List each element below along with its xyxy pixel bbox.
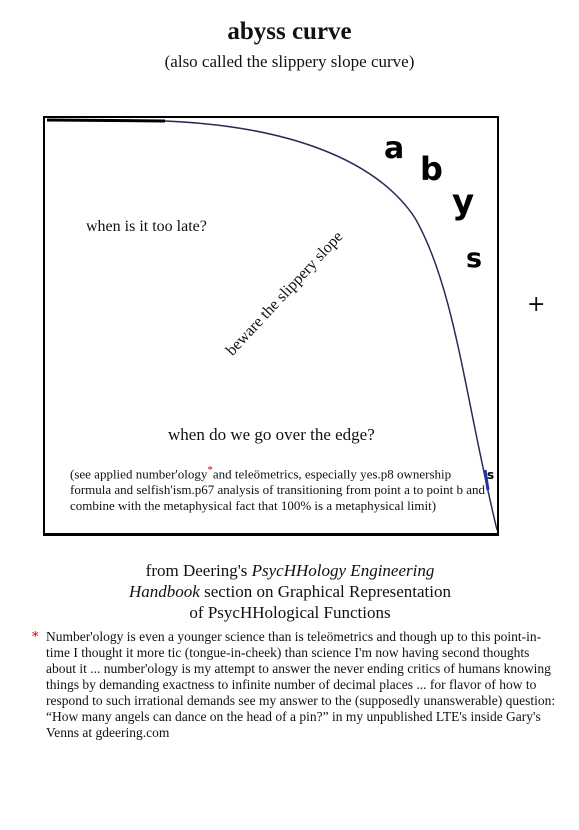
question-over-edge: when do we go over the edge?: [168, 425, 375, 444]
curve-top-thick: [47, 120, 165, 121]
abyss-letter-s: s: [466, 243, 483, 274]
footnote-asterisk: *: [32, 630, 39, 645]
slippery-slope-label: beware the slippery slope: [222, 228, 347, 360]
page-subtitle: (also called the slippery slope curve): [164, 52, 415, 71]
plus-mark: +: [527, 292, 546, 317]
reference-note: [70, 462, 490, 514]
note-text-end: and teleömetrics, especially yes.p8 ownership formula and selfish'ism.p67 analysis of transitioning from point a to point b and combine with the metaphysical fact that 100% is a metaphysical limit): [70, 466, 486, 514]
footnote-text: Number'ology is even a younger science than is teleömetrics and though up to this point-in-time I thought it more tic (tongue-in-cheek) than science I'm now having second thoughts about it ... number'ology is my attempt to answer the never ending critics of humans knowing things by demanding exactness to infinite number of decimal places ... for flavor of how to respond to such irrational demands see my answer to the (supposedly unanswerable) question: “How many angels can dance on the head of a pin?” in my unpublished LTE's inside Gary's Venns at gdeering.com: [46, 629, 556, 740]
note-text-start: (see applied number'ology: [70, 466, 208, 482]
abyss-letter-b: b: [420, 150, 443, 188]
abyss-letter-a: a: [384, 131, 405, 166]
caption-book-title: PsycHHology Engineering: [251, 561, 435, 580]
asterisk-mark: *: [207, 464, 213, 476]
caption-section: section on Graphical Representation: [199, 582, 451, 601]
caption-from: from Deering's: [145, 561, 252, 580]
page-title: abyss curve: [227, 18, 352, 45]
caption-handbook: Handbook: [129, 582, 200, 601]
abyss-letter-small-s: s: [487, 468, 495, 482]
source-caption: [60, 560, 520, 623]
abyss-letter-y: y: [452, 182, 475, 222]
caption-functions: of PsycHHological Functions: [189, 603, 391, 622]
question-too-late: when is it too late?: [86, 218, 207, 235]
